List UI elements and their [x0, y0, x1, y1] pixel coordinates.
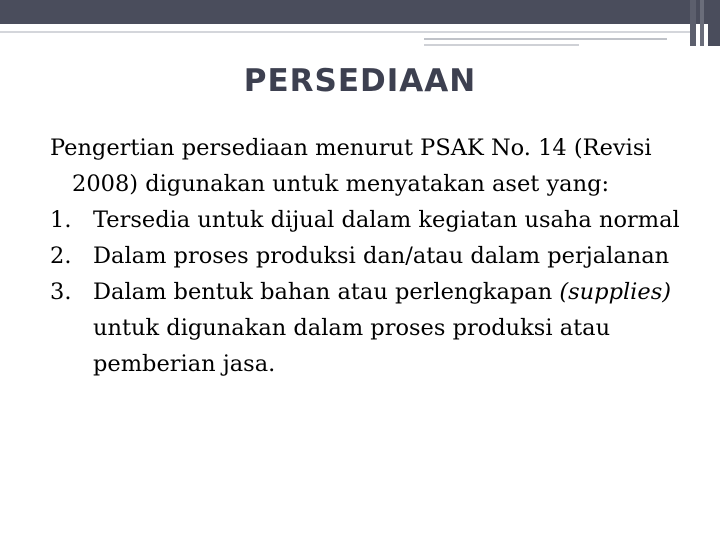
list-item [50, 274, 700, 382]
decorative-line [0, 31, 690, 33]
list-number: 3. [50, 279, 72, 305]
decorative-line [424, 38, 667, 40]
header-stripe [708, 0, 720, 46]
header-band [0, 0, 720, 24]
slide-title-text: PERSEDIAAN [243, 63, 477, 99]
numbered-list [50, 202, 700, 382]
header-stripe [690, 0, 696, 46]
header-stripe [700, 0, 704, 46]
list-item-text: Dalam proses produksi dan/atau dalam perjalanan [93, 243, 670, 269]
list-item [50, 202, 700, 238]
decorative-line [424, 44, 579, 46]
list-item-text-after: untuk digunakan dalam proses produksi atau pemberian jasa. [93, 315, 611, 377]
intro-paragraph: Pengertian persediaan menurut PSAK No. 14 (Revisi 2008) digunakan untuk menyatakan aset yang: [50, 135, 652, 197]
list-number: 2. [50, 243, 72, 269]
list-item [50, 238, 700, 274]
list-item-text: Tersedia untuk dijual dalam kegiatan usaha normal [93, 207, 680, 233]
list-item-text-before: Dalam bentuk bahan atau perlengkapan [93, 279, 560, 305]
list-number: 1. [50, 207, 72, 233]
list-item-text-italic: (supplies) [559, 279, 672, 305]
slide-title [0, 63, 720, 99]
slide-body [50, 130, 700, 382]
